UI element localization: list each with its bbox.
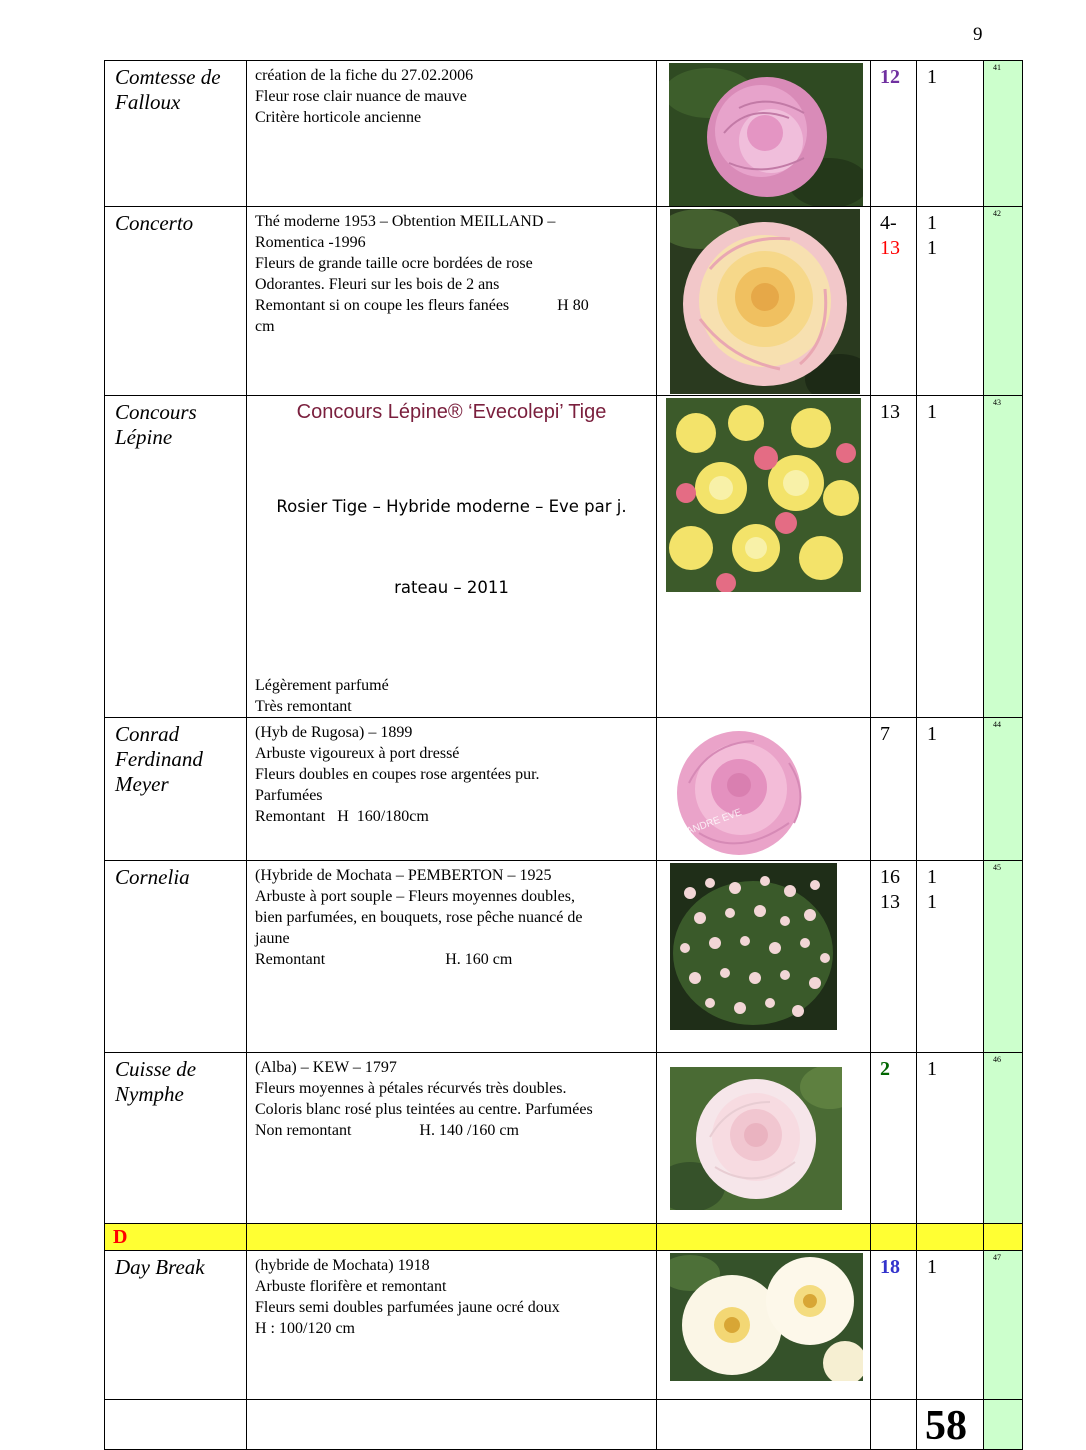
rose-description: Thé moderne 1953 – Obtention MEILLAND – Romentica -1996 Fleurs de grande taille ocre bordées de rose Odorantes. Fleuri sur les bois de 2 ans Remontant si on coupe les fleurs fanées H 80 cm xyxy=(247,207,657,396)
rose-photo xyxy=(670,1253,863,1381)
count-secondary: 1 xyxy=(917,1053,984,1224)
row-index: 42 xyxy=(984,207,1023,396)
table-row xyxy=(105,718,1023,861)
watermark: ANDRE EVE xyxy=(685,807,744,838)
count-primary: 4- 13 xyxy=(871,207,917,396)
count-secondary: 1 xyxy=(917,718,984,861)
rose-description: (hybride de Mochata) 1918 Arbuste florifère et remontant Fleurs semi doubles parfumées jaune ocré doux H : 100/120 cm xyxy=(247,1251,657,1400)
rose-name: Cornelia xyxy=(105,861,247,1053)
rose-photo xyxy=(669,63,863,206)
count-secondary: 1 xyxy=(917,1251,984,1400)
rose-description: (Alba) – KEW – 1797 Fleurs moyennes à pétales récurvés très doubles. Coloris blanc rosé plus teintées au centre. Parfumées Non remontant H. 140 /160 cm xyxy=(247,1053,657,1224)
totals-row xyxy=(105,1400,1023,1450)
row-index: 47 xyxy=(984,1251,1023,1400)
rose-description: (Hyb de Rugosa) – 1899 Arbuste vigoureux à port dressé Fleurs doubles en coupes rose argentées pur. Parfumées Remontant H 160/180cm xyxy=(247,718,657,861)
count-secondary: 1 xyxy=(917,396,984,718)
rose-photo-cell xyxy=(657,61,871,207)
total-count: 58 xyxy=(917,1400,984,1450)
count-primary: 18 xyxy=(871,1251,917,1400)
count-secondary: 1 xyxy=(917,61,984,207)
promo-title: Concours Lépine® ‘Evecolepi’ Tige xyxy=(296,401,607,423)
count-primary: 2 xyxy=(871,1053,917,1224)
promo-subtitle: Rosier Tige – Hybride moderne – Eve par j. rateau – 2011 xyxy=(276,497,627,597)
row-index: 46 xyxy=(984,1053,1023,1224)
table-row xyxy=(105,207,1023,396)
rose-photo-cell xyxy=(657,718,871,861)
row-index: 44 xyxy=(984,718,1023,861)
table-row xyxy=(105,1251,1023,1400)
rose-catalog-table xyxy=(104,60,1023,1450)
rose-description: (Hybride de Mochata – PEMBERTON – 1925 Arbuste à port souple – Fleurs moyennes doubles, bien parfumées, en bouquets, rose pêche nuancé de jaune Remontant H. 160 cm xyxy=(247,861,657,1053)
rose-photo-cell xyxy=(657,207,871,396)
rose-photo xyxy=(670,1067,842,1210)
section-letter-row xyxy=(105,1224,1023,1251)
page-number: 9 xyxy=(973,24,983,45)
count-secondary: 1 1 xyxy=(917,207,984,396)
rose-description: création de la fiche du 27.02.2006 Fleur rose clair nuance de mauve Critère horticole ancienne xyxy=(247,61,657,207)
rose-name: Conrad Ferdinand Meyer xyxy=(105,718,247,861)
rose-name: Concerto xyxy=(105,207,247,396)
row-index: 41 xyxy=(984,61,1023,207)
rose-photo-cell xyxy=(657,396,871,718)
rose-name: Concours Lépine xyxy=(105,396,247,718)
table-row xyxy=(105,396,1023,718)
rose-photo-cell xyxy=(657,861,871,1053)
rose-name: Cuisse de Nymphe xyxy=(105,1053,247,1224)
rose-name: Day Break xyxy=(105,1251,247,1400)
table-row xyxy=(105,61,1023,207)
section-letter: D xyxy=(105,1224,247,1251)
rose-photo xyxy=(666,398,861,592)
rose-photo xyxy=(670,863,837,1030)
table-row xyxy=(105,1053,1023,1224)
table-row xyxy=(105,861,1023,1053)
count-primary: 16 13 xyxy=(871,861,917,1053)
rose-photo xyxy=(669,723,815,859)
rose-description: Concours Lépine® ‘Evecolepi’ Tige Rosier Tige – Hybride moderne – Eve par j. rateau – 2011 Légèrement parfumé Très remontant xyxy=(247,396,657,718)
count-primary: 7 xyxy=(871,718,917,861)
count-secondary: 1 1 xyxy=(917,861,984,1053)
rose-photo xyxy=(670,209,860,394)
row-index: 45 xyxy=(984,861,1023,1053)
rose-name: Comtesse de Falloux xyxy=(105,61,247,207)
count-primary: 13 xyxy=(871,396,917,718)
row-index: 43 xyxy=(984,396,1023,718)
rose-photo-cell xyxy=(657,1251,871,1400)
count-primary: 12 xyxy=(871,61,917,207)
rose-photo-cell xyxy=(657,1053,871,1224)
